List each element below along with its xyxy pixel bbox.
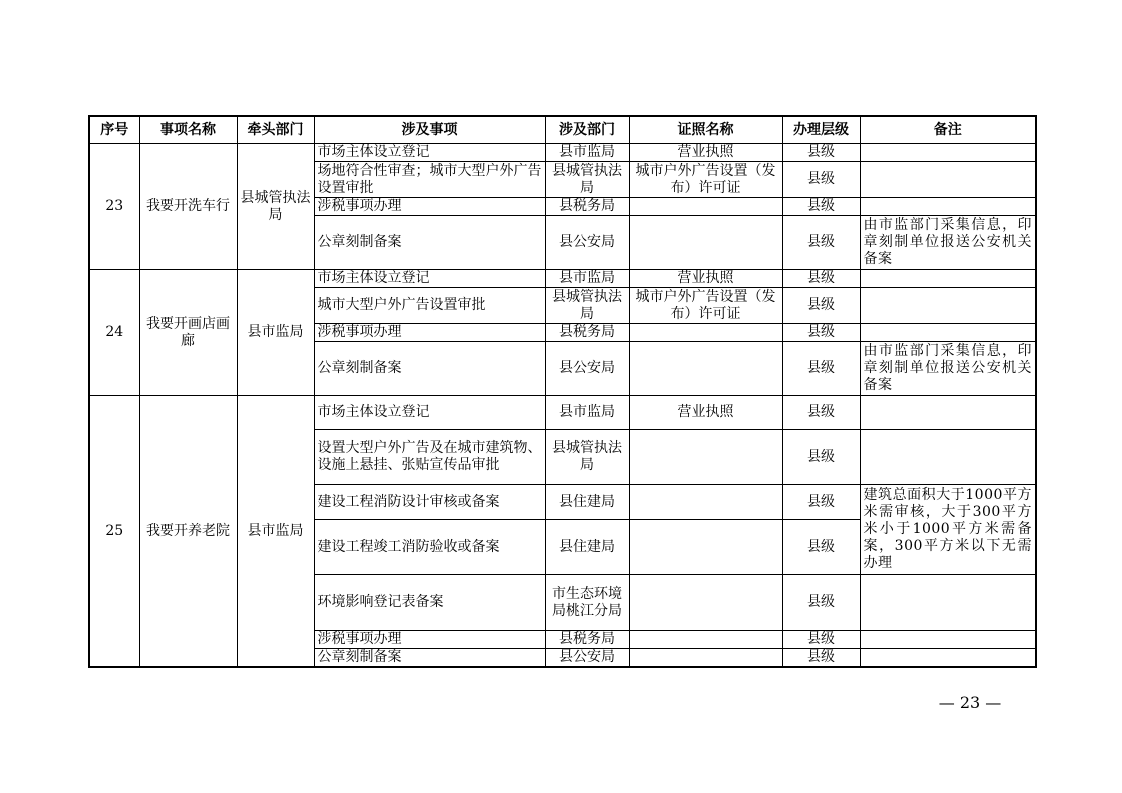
involved-item-cell: 市场主体设立登记	[314, 396, 545, 430]
involved-item-cell: 涉税事项办理	[314, 324, 545, 342]
service-items-table	[88, 115, 1037, 668]
license-cell: 营业执照	[629, 144, 782, 162]
license-cell	[629, 430, 782, 485]
lead-dept-cell: 县市监局	[237, 270, 314, 396]
remarks-cell: 建筑总面积大于1000平方米需审核，大于300平方米小于1000平方米需备案，300平方米以下无需办理	[860, 485, 1036, 575]
header-lead-dept: 牵头部门	[237, 116, 314, 144]
item-name-cell: 我要开养老院	[139, 396, 237, 668]
involved-dept-cell: 县税务局	[545, 324, 629, 342]
remarks-cell	[860, 631, 1036, 649]
remarks-cell	[860, 144, 1036, 162]
remarks-cell: 由市监部门采集信息，印章刻制单位报送公安机关备案	[860, 342, 1036, 396]
level-cell: 县级	[782, 324, 860, 342]
involved-item-cell: 建设工程消防设计审核或备案	[314, 485, 545, 520]
involved-dept-cell: 县公安局	[545, 216, 629, 270]
level-cell: 县级	[782, 198, 860, 216]
seq-cell: 24	[89, 270, 139, 396]
header-license-name: 证照名称	[629, 116, 782, 144]
lead-dept-cell: 县市监局	[237, 396, 314, 668]
involved-dept-cell: 县公安局	[545, 649, 629, 668]
table-row	[89, 396, 1036, 430]
table-row	[89, 144, 1036, 162]
page-number: — 23 —	[938, 693, 1002, 712]
remarks-cell	[860, 324, 1036, 342]
involved-item-cell: 设置大型户外广告及在城市建筑物、设施上悬挂、张贴宣传品审批	[314, 430, 545, 485]
header-item-name: 事项名称	[139, 116, 237, 144]
header-seq: 序号	[89, 116, 139, 144]
involved-item-cell: 市场主体设立登记	[314, 270, 545, 288]
involved-dept-cell: 县住建局	[545, 485, 629, 520]
level-cell: 县级	[782, 485, 860, 520]
remarks-cell	[860, 396, 1036, 430]
level-cell: 县级	[782, 144, 860, 162]
level-cell: 县级	[782, 575, 860, 631]
seq-cell: 23	[89, 144, 139, 270]
header-remarks: 备注	[860, 116, 1036, 144]
involved-item-cell: 公章刻制备案	[314, 649, 545, 668]
involved-dept-cell: 县公安局	[545, 342, 629, 396]
license-cell	[629, 324, 782, 342]
license-cell	[629, 342, 782, 396]
license-cell	[629, 520, 782, 575]
license-cell	[629, 198, 782, 216]
license-cell: 城市户外广告设置（发布）许可证	[629, 162, 782, 198]
involved-item-cell: 市场主体设立登记	[314, 144, 545, 162]
header-row	[89, 116, 1036, 144]
license-cell	[629, 216, 782, 270]
involved-dept-cell: 市生态环境局桃江分局	[545, 575, 629, 631]
level-cell: 县级	[782, 342, 860, 396]
involved-item-cell: 环境影响登记表备案	[314, 575, 545, 631]
involved-dept-cell: 县城管执法局	[545, 288, 629, 324]
involved-dept-cell: 县市监局	[545, 270, 629, 288]
remarks-cell	[860, 649, 1036, 668]
involved-dept-cell: 县税务局	[545, 198, 629, 216]
level-cell: 县级	[782, 288, 860, 324]
involved-item-cell: 建设工程竣工消防验收或备案	[314, 520, 545, 575]
table-row	[89, 270, 1036, 288]
remarks-cell: 由市监部门采集信息，印章刻制单位报送公安机关备案	[860, 216, 1036, 270]
involved-dept-cell: 县住建局	[545, 520, 629, 575]
level-cell: 县级	[782, 396, 860, 430]
header-level: 办理层级	[782, 116, 860, 144]
remarks-cell	[860, 430, 1036, 485]
involved-item-cell: 场地符合性审查；城市大型户外广告设置审批	[314, 162, 545, 198]
item-name-cell: 我要开画店画廊	[139, 270, 237, 396]
license-cell	[629, 575, 782, 631]
license-cell	[629, 649, 782, 668]
header-involved-dept: 涉及部门	[545, 116, 629, 144]
level-cell: 县级	[782, 631, 860, 649]
involved-item-cell: 公章刻制备案	[314, 216, 545, 270]
remarks-cell	[860, 162, 1036, 198]
involved-dept-cell: 县市监局	[545, 396, 629, 430]
header-involved-item: 涉及事项	[314, 116, 545, 144]
lead-dept-cell: 县城管执法局	[237, 144, 314, 270]
involved-item-cell: 涉税事项办理	[314, 198, 545, 216]
remarks-cell	[860, 198, 1036, 216]
level-cell: 县级	[782, 270, 860, 288]
level-cell: 县级	[782, 430, 860, 485]
remarks-cell	[860, 575, 1036, 631]
license-cell	[629, 485, 782, 520]
involved-dept-cell: 县市监局	[545, 144, 629, 162]
license-cell: 城市户外广告设置（发布）许可证	[629, 288, 782, 324]
involved-dept-cell: 县城管执法局	[545, 430, 629, 485]
level-cell: 县级	[782, 216, 860, 270]
level-cell: 县级	[782, 162, 860, 198]
seq-cell: 25	[89, 396, 139, 668]
level-cell: 县级	[782, 520, 860, 575]
involved-dept-cell: 县税务局	[545, 631, 629, 649]
involved-item-cell: 城市大型户外广告设置审批	[314, 288, 545, 324]
item-name-cell: 我要开洗车行	[139, 144, 237, 270]
involved-item-cell: 涉税事项办理	[314, 631, 545, 649]
involved-item-cell: 公章刻制备案	[314, 342, 545, 396]
remarks-cell	[860, 270, 1036, 288]
involved-dept-cell: 县城管执法局	[545, 162, 629, 198]
license-cell: 营业执照	[629, 396, 782, 430]
license-cell: 营业执照	[629, 270, 782, 288]
license-cell	[629, 631, 782, 649]
level-cell: 县级	[782, 649, 860, 668]
remarks-cell	[860, 288, 1036, 324]
